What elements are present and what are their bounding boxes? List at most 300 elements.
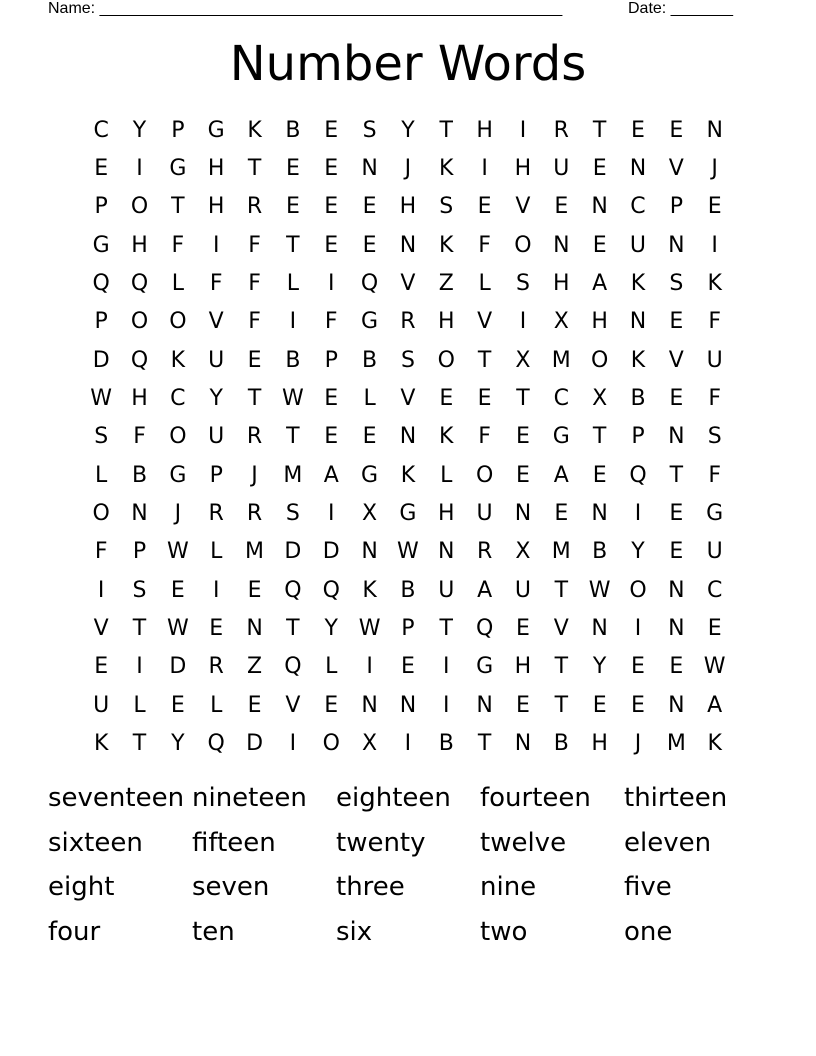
grid-cell: I [136, 156, 143, 182]
grid-cell: B [131, 462, 148, 488]
grid-cell: E [362, 194, 377, 220]
grid-cell: K [707, 271, 722, 297]
grid-cell: Y [631, 539, 645, 565]
word-bank-item: twenty [336, 827, 426, 858]
grid-cell: E [554, 194, 569, 220]
grid-cell: N [668, 616, 685, 642]
grid-cell: D [284, 539, 302, 565]
grid-cell: W [703, 654, 726, 680]
grid-cell: M [551, 347, 571, 373]
grid-cell: A [323, 462, 339, 488]
grid-cell: Q [629, 462, 647, 488]
date-field-label: Date: _______ [628, 0, 733, 17]
word-bank-item: eighteen [336, 783, 451, 813]
grid-cell: E [669, 654, 684, 680]
grid-cell: U [706, 347, 723, 373]
grid-cell: I [404, 731, 412, 757]
grid-cell: L [210, 692, 223, 718]
grid-cell: T [132, 731, 147, 757]
grid-cell: E [477, 194, 492, 220]
grid-cell: I [711, 232, 718, 258]
word-bank-item: five [624, 872, 672, 903]
grid-cell: E [324, 117, 339, 143]
grid-cell: B [362, 347, 378, 373]
word-bank-item: thirteen [624, 783, 728, 813]
grid-cell: P [94, 194, 108, 220]
grid-cell: P [132, 539, 147, 565]
grid-cell: I [481, 156, 488, 182]
letter-grid [82, 111, 734, 763]
grid-cell: T [554, 577, 569, 603]
grid-cell: E [669, 117, 684, 143]
grid-cell: G [92, 232, 110, 258]
grid-cell: E [247, 577, 262, 603]
grid-cell: L [286, 271, 300, 297]
grid-cell: F [94, 539, 108, 565]
word-bank-item: one [624, 917, 673, 948]
grid-cell: Q [284, 654, 302, 680]
grid-cell: R [208, 654, 224, 680]
grid-cell: F [248, 271, 261, 297]
grid-cell: U [476, 501, 493, 527]
grid-cell: B [400, 577, 416, 603]
grid-cell: E [516, 424, 530, 450]
grid-cell: N [476, 692, 493, 718]
grid-cell: O [629, 577, 647, 603]
grid-cell: P [631, 424, 645, 450]
grid-cell: N [668, 692, 685, 718]
grid-cell: Z [247, 654, 263, 680]
grid-cell: F [708, 386, 721, 412]
grid-cell: R [400, 309, 416, 335]
grid-cell: X [553, 309, 569, 335]
grid-cell: I [634, 501, 642, 527]
grid-cell: Q [130, 347, 149, 373]
grid-cell: G [207, 117, 225, 143]
grid-cell: E [631, 117, 645, 143]
grid-cell: O [130, 194, 149, 220]
grid-cell: S [707, 424, 722, 450]
grid-cell: U [93, 692, 110, 718]
grid-cell: H [207, 156, 225, 182]
grid-cell: T [247, 386, 262, 412]
grid-cell: G [552, 424, 570, 450]
grid-cell: V [285, 692, 301, 718]
grid-cell: L [133, 692, 146, 718]
grid-cell: V [668, 156, 684, 182]
grid-cell: E [247, 347, 262, 373]
grid-cell: O [169, 309, 187, 335]
grid-cell: E [362, 424, 377, 450]
grid-cell: D [92, 347, 110, 373]
grid-cell: K [93, 731, 109, 757]
grid-cell: H [514, 654, 532, 680]
word-bank-item: twelve [480, 827, 567, 858]
grid-cell: N [553, 232, 570, 258]
grid-cell: K [439, 424, 454, 450]
word-bank-item: ten [192, 917, 235, 948]
grid-cell: B [592, 539, 608, 565]
word-bank-item: eight [48, 872, 115, 903]
grid-cell: W [166, 539, 189, 565]
grid-cell: B [285, 117, 301, 143]
grid-cell: H [207, 194, 225, 220]
grid-cell: F [478, 424, 491, 450]
grid-cell: V [93, 616, 109, 642]
grid-cell: A [477, 577, 493, 603]
grid-cell: K [400, 462, 416, 488]
grid-cell: E [94, 654, 109, 680]
grid-cell: G [361, 309, 379, 335]
grid-cell: J [251, 462, 258, 488]
page-title: Number Words [229, 36, 587, 92]
grid-cell: I [289, 309, 297, 335]
grid-cell: Z [438, 271, 454, 297]
grid-cell: C [170, 386, 186, 412]
grid-cell: S [400, 347, 415, 373]
grid-cell: D [169, 654, 187, 680]
grid-cell: Q [475, 616, 494, 642]
grid-cell: P [324, 347, 338, 373]
grid-cell: N [629, 309, 647, 335]
grid-cell: J [404, 156, 412, 182]
grid-cell: E [439, 386, 454, 412]
grid-cell: T [132, 616, 147, 642]
grid-cell: V [477, 309, 493, 335]
grid-cell: B [285, 347, 301, 373]
grid-cell: X [515, 347, 531, 373]
grid-cell: N [399, 232, 417, 258]
grid-cell: O [514, 232, 532, 258]
grid-cell: W [358, 616, 381, 642]
grid-cell: E [516, 616, 530, 642]
grid-cell: N [131, 501, 148, 527]
grid-cell: T [477, 347, 492, 373]
grid-cell: V [400, 386, 416, 412]
grid-cell: E [170, 577, 185, 603]
grid-cell: A [707, 692, 723, 718]
grid-cell: T [477, 731, 492, 757]
grid-cell: L [478, 271, 491, 297]
grid-cell: I [443, 654, 450, 680]
grid-cell: C [553, 386, 569, 412]
grid-cell: F [324, 309, 338, 335]
grid-cell: E [362, 232, 377, 258]
grid-cell: P [94, 309, 108, 335]
grid-cell: N [591, 501, 608, 527]
grid-cell: E [285, 194, 300, 220]
grid-cell: E [324, 232, 339, 258]
grid-cell: P [209, 462, 223, 488]
grid-cell: Q [322, 577, 340, 603]
word-bank-item: nine [480, 872, 537, 903]
grid-cell: X [362, 731, 378, 757]
grid-cell: N [514, 731, 532, 757]
grid-cell: T [554, 654, 569, 680]
grid-cell: I [634, 616, 642, 642]
grid-cell: U [208, 347, 225, 373]
grid-cell: K [362, 577, 377, 603]
grid-cell: T [592, 117, 607, 143]
word-bank-item: seventeen [48, 783, 185, 813]
grid-cell: N [246, 616, 263, 642]
grid-cell: X [515, 539, 531, 565]
grid-cell: W [90, 386, 113, 412]
grid-cell: F [478, 232, 491, 258]
grid-cell: R [208, 501, 224, 527]
name-field-label: Name: ____________________________________________________ [48, 0, 563, 17]
grid-cell: E [516, 692, 530, 718]
grid-cell: G [706, 501, 724, 527]
grid-cell: I [97, 577, 105, 603]
grid-cell: T [554, 692, 569, 718]
grid-cell: J [174, 501, 182, 527]
grid-cell: B [630, 386, 646, 412]
grid-cell: T [286, 424, 300, 450]
word-bank-item: four [48, 917, 101, 948]
grid-cell: E [285, 156, 300, 182]
grid-cell: H [131, 232, 148, 258]
grid-cell: R [246, 501, 263, 527]
grid-cell: I [519, 117, 527, 143]
grid-cell: N [591, 616, 608, 642]
grid-cell: E [592, 462, 607, 488]
grid-cell: R [246, 194, 263, 220]
grid-cell: K [170, 347, 186, 373]
grid-cell: U [706, 539, 723, 565]
grid-cell: Q [284, 577, 302, 603]
grid-cell: E [669, 501, 684, 527]
word-bank-item: eleven [624, 827, 712, 858]
grid-cell: N [361, 539, 378, 565]
grid-cell: K [707, 731, 722, 757]
grid-cell: E [707, 194, 722, 220]
word-bank-item: seven [192, 872, 270, 903]
grid-cell: Q [207, 731, 225, 757]
grid-cell: K [247, 117, 262, 143]
grid-cell: M [551, 539, 571, 565]
grid-cell: C [706, 577, 723, 603]
grid-cell: E [592, 692, 607, 718]
grid-cell: C [93, 117, 109, 143]
grid-cell: R [246, 424, 263, 450]
grid-cell: M [245, 539, 265, 565]
grid-cell: F [171, 232, 185, 258]
grid-cell: W [397, 539, 419, 565]
grid-cell: H [591, 309, 608, 335]
grid-cell: U [553, 156, 570, 182]
grid-cell: K [439, 232, 454, 258]
word-bank-item: three [336, 872, 405, 903]
grid-cell: T [286, 616, 300, 642]
grid-cell: L [325, 654, 338, 680]
grid-cell: H [437, 501, 455, 527]
grid-cell: H [514, 156, 532, 182]
grid-cell: H [553, 271, 570, 297]
grid-cell: T [592, 424, 607, 450]
grid-cell: U [438, 577, 455, 603]
grid-cell: N [399, 692, 417, 718]
grid-cell: O [130, 309, 149, 335]
grid-cell: O [322, 731, 340, 757]
grid-cell: I [443, 692, 450, 718]
grid-cell: M [666, 731, 686, 757]
grid-cell: Y [171, 731, 185, 757]
grid-cell: W [282, 386, 304, 412]
grid-cell: N [668, 424, 685, 450]
grid-cell: R [553, 117, 569, 143]
grid-cell: O [590, 347, 609, 373]
grid-cell: L [440, 462, 453, 488]
grid-cell: E [324, 424, 339, 450]
grid-cell: V [515, 194, 531, 220]
grid-cell: N [629, 156, 647, 182]
grid-cell: L [171, 271, 184, 297]
grid-cell: O [437, 347, 455, 373]
grid-cell: E [669, 309, 684, 335]
grid-cell: P [401, 616, 415, 642]
grid-cell: P [171, 117, 185, 143]
grid-cell: E [324, 386, 339, 412]
grid-cell: J [711, 156, 718, 182]
word-bank-item: nineteen [192, 783, 307, 813]
grid-cell: S [669, 271, 684, 297]
grid-cell: S [439, 194, 454, 220]
grid-cell: J [634, 731, 642, 757]
grid-cell: E [669, 386, 684, 412]
word-bank-item: two [480, 917, 528, 948]
grid-cell: T [439, 117, 453, 143]
grid-cell: E [400, 654, 415, 680]
grid-cell: E [707, 616, 722, 642]
grid-cell: F [248, 309, 261, 335]
grid-cell: T [286, 232, 300, 258]
grid-cell: Y [324, 616, 338, 642]
grid-cell: K [630, 347, 646, 373]
grid-cell: W [166, 616, 189, 642]
grid-cell: E [170, 692, 185, 718]
grid-cell: A [592, 271, 608, 297]
grid-cell: K [630, 271, 646, 297]
grid-cell: W [588, 577, 611, 603]
grid-cell: S [515, 271, 530, 297]
grid-cell: G [399, 501, 417, 527]
grid-cell: T [669, 462, 684, 488]
grid-cell: E [247, 692, 262, 718]
grid-cell: U [629, 232, 647, 258]
grid-cell: Q [130, 271, 149, 297]
grid-cell: T [171, 194, 185, 220]
grid-cell: E [477, 386, 492, 412]
grid-cell: I [366, 654, 373, 680]
grid-cell: N [706, 117, 723, 143]
grid-cell: H [591, 731, 608, 757]
grid-cell: E [324, 692, 339, 718]
grid-cell: F [209, 271, 223, 297]
word-bank-item: sixteen [48, 827, 143, 858]
word-bank-item: fourteen [480, 783, 591, 813]
grid-cell: I [289, 731, 297, 757]
grid-cell: B [553, 731, 569, 757]
grid-cell: L [210, 539, 223, 565]
grid-cell: S [94, 424, 109, 450]
word-bank-item: fifteen [192, 827, 276, 858]
grid-cell: I [519, 309, 527, 335]
grid-cell: N [438, 539, 455, 565]
grid-cell: N [514, 501, 532, 527]
grid-cell: X [592, 386, 608, 412]
grid-cell: U [514, 577, 531, 603]
grid-cell: H [437, 309, 455, 335]
grid-cell: E [516, 462, 530, 488]
grid-cell: E [669, 539, 684, 565]
word-bank-item: six [336, 917, 373, 948]
grid-cell: N [668, 232, 685, 258]
grid-cell: G [169, 156, 187, 182]
grid-cell: O [92, 501, 110, 527]
grid-cell: T [247, 156, 262, 182]
grid-cell: A [553, 462, 569, 488]
grid-cell: I [212, 577, 220, 603]
grid-cell: F [708, 462, 721, 488]
grid-cell: E [324, 156, 339, 182]
grid-cell: N [668, 577, 685, 603]
grid-cell: I [327, 271, 335, 297]
grid-cell: S [132, 577, 147, 603]
grid-cell: I [327, 501, 335, 527]
grid-cell: V [400, 271, 416, 297]
grid-cell: F [708, 309, 721, 335]
grid-cell: E [592, 232, 607, 258]
grid-cell: H [399, 194, 417, 220]
grid-cell: V [668, 347, 684, 373]
grid-cell: V [553, 616, 569, 642]
grid-cell: O [169, 424, 187, 450]
header [48, 0, 748, 20]
grid-cell: U [208, 424, 225, 450]
grid-cell: F [133, 424, 146, 450]
grid-cell: P [669, 194, 683, 220]
grid-cell: D [246, 731, 264, 757]
grid-cell: E [94, 156, 109, 182]
grid-cell: Q [92, 271, 110, 297]
grid-cell: E [324, 194, 339, 220]
grid-cell: F [248, 232, 261, 258]
grid-cell: H [131, 386, 148, 412]
grid-cell: S [285, 501, 300, 527]
grid-cell: Q [360, 271, 379, 297]
grid-cell: V [208, 309, 224, 335]
grid-cell: X [362, 501, 378, 527]
grid-cell: C [630, 194, 646, 220]
grid-cell: T [516, 386, 530, 412]
grid-cell: Y [592, 654, 607, 680]
grid-cell: D [322, 539, 340, 565]
grid-cell: M [283, 462, 303, 488]
grid-cell: G [361, 462, 379, 488]
grid-cell: L [95, 462, 108, 488]
grid-cell: E [631, 692, 645, 718]
grid-cell: I [212, 232, 220, 258]
grid-cell: L [363, 386, 376, 412]
grid-cell: K [439, 156, 454, 182]
grid-cell: B [438, 731, 454, 757]
word-bank [48, 778, 778, 957]
grid-cell: N [361, 156, 378, 182]
grid-cell: N [591, 194, 608, 220]
grid-cell: R [476, 539, 493, 565]
grid-cell: Y [209, 386, 223, 412]
